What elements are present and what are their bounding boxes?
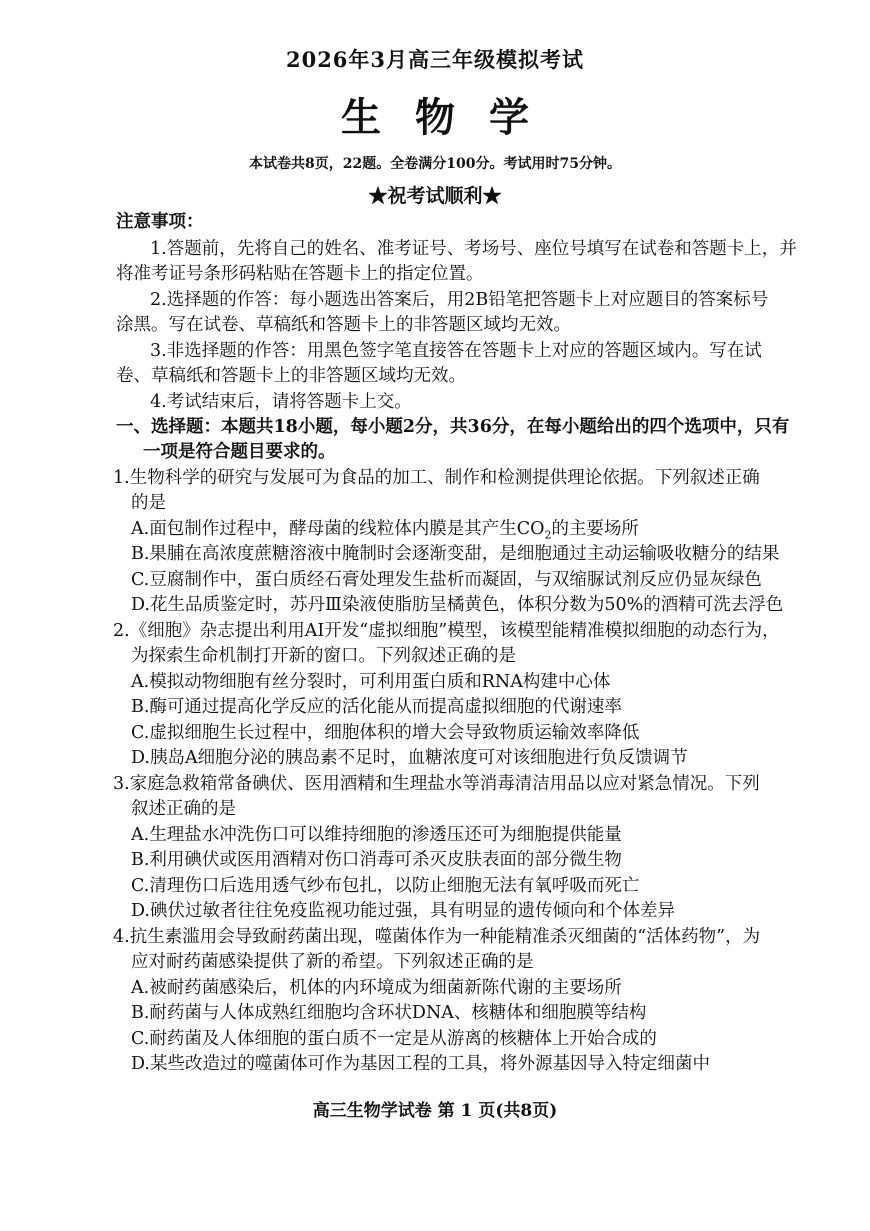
question-1-option-d: D.花生品质鉴定时，苏丹Ⅲ染液使脂肪呈橘黄色，体积分数为50%的酒精可洗去浮色	[131, 595, 784, 615]
notes-line: 涂黑。写在试卷、草稿纸和答题卡上的非答题区域均无效。	[116, 315, 571, 335]
notes-line: 4.考试结束后，请将答题卡上交。	[150, 392, 412, 412]
good-luck-banner: ★祝考试顺利★	[368, 185, 502, 207]
notes-line: 3.非选择题的作答：用黑色签字笔直接答在答题卡上对应的答题区域内。写在试	[150, 341, 762, 361]
notes-heading: 注意事项：	[116, 212, 204, 232]
question-3-option-a: A.生理盐水冲洗伤口可以维持细胞的渗透压还可为细胞提供能量	[131, 825, 622, 845]
question-2-stem: 2.《细胞》杂志提出利用AI开发“虚拟细胞”模型，该模型能精准模拟细胞的动态行为，	[113, 621, 780, 641]
notes-line: 将准考证号条形码粘贴在答题卡上的指定位置。	[116, 264, 484, 284]
exam-title: 2026年3月高三年级模拟考试	[285, 47, 585, 72]
question-2-option-c: C.虚拟细胞生长过程中，细胞体积的增大会导致物质运输效率降低	[131, 723, 640, 743]
question-4-option-a: A.被耐药菌感染后，机体的内环境成为细菌新陈代谢的主要场所	[131, 978, 622, 998]
question-1-stem-cont: 的是	[131, 493, 166, 513]
question-1-option-c: C.豆腐制作中，蛋白质经石膏处理发生盐析而凝固，与双缩脲试剂反应仍显灰绿色	[131, 570, 762, 590]
question-2-option-a: A.模拟动物细胞有丝分裂时，可利用蛋白质和RNA构建中心体	[131, 672, 611, 692]
notes-line: 卷、草稿纸和答题卡上的非答题区域均无效。	[116, 366, 466, 386]
section-heading: 一、选择题：本题共18小题，每小题2分，共36分，在每小题给出的四个选项中，只有	[116, 417, 790, 437]
question-4-option-c: C.耐药菌及人体细胞的蛋白质不一定是从游离的核糖体上开始合成的	[131, 1029, 657, 1049]
section-heading-cont: 一项是符合题目要求的。	[143, 442, 336, 462]
question-3-option-d: D.碘伏过敏者往往免疫监视功能过强，具有明显的遗传倾向和个体差异	[131, 901, 675, 921]
question-4-stem: 4.抗生素滥用会导致耐药菌出现，噬菌体作为一种能精准杀灭细菌的“活体药物”，为	[113, 927, 761, 947]
page-footer: 高三生物学试卷 第 1 页(共8页)	[312, 1101, 558, 1121]
question-4-option-b: B.耐药菌与人体成熟红细胞均含环状DNA、核糖体和细胞膜等结构	[131, 1003, 647, 1023]
question-3-stem: 3.家庭急救箱常备碘伏、医用酒精和生理盐水等消毒清洁用品以应对紧急情况。下列	[113, 774, 760, 794]
question-2-stem-cont: 为探索生命机制打开新的窗口。下列叙述正确的是	[131, 646, 516, 666]
question-3-stem-cont: 叙述正确的是	[131, 799, 236, 819]
question-2-option-d: D.胰岛A细胞分泌的胰岛素不足时，血糖浓度可对该细胞进行负反馈调节	[131, 748, 688, 768]
notes-line: 1.答题前，先将自己的姓名、准考证号、考场号、座位号填写在试卷和答题卡上，并	[150, 239, 797, 259]
question-1-stem: 1.生物科学的研究与发展可为食品的加工、制作和检测提供理论依据。下列叙述正确	[113, 468, 760, 488]
question-3-option-c: C.清理伤口后选用透气纱布包扎，以防止细胞无法有氧呼吸而死亡	[131, 876, 640, 896]
notes-line: 2.选择题的作答：每小题选出答案后，用2B铅笔把答题卡上对应题目的答案标号	[150, 290, 769, 310]
question-2-option-b: B.酶可通过提高化学反应的活化能从而提高虚拟细胞的代谢速率	[131, 697, 622, 717]
question-1-option-b: B.果脯在高浓度蔗糖溶液中腌制时会逐渐变甜，是细胞通过主动运输吸收糖分的结果	[131, 544, 780, 564]
question-4-option-d: D.某些改造过的噬菌体可作为基因工程的工具，将外源基因导入特定细菌中	[131, 1054, 710, 1074]
question-1-option-a: A.面包制作过程中，酵母菌的线粒体内膜是其产生$CO_2$的主要场所	[131, 519, 639, 542]
exam-info: 本试卷共8页，22题。全卷满分100分。考试用时75分钟。	[249, 156, 621, 172]
question-3-option-b: B.利用碘伏或医用酒精对伤口消毒可杀灭皮肤表面的部分微生物	[131, 850, 622, 870]
subject-title: 生物学	[341, 94, 563, 141]
question-4-stem-cont: 应对耐药菌感染提供了新的希望。下列叙述正确的是	[131, 952, 534, 972]
